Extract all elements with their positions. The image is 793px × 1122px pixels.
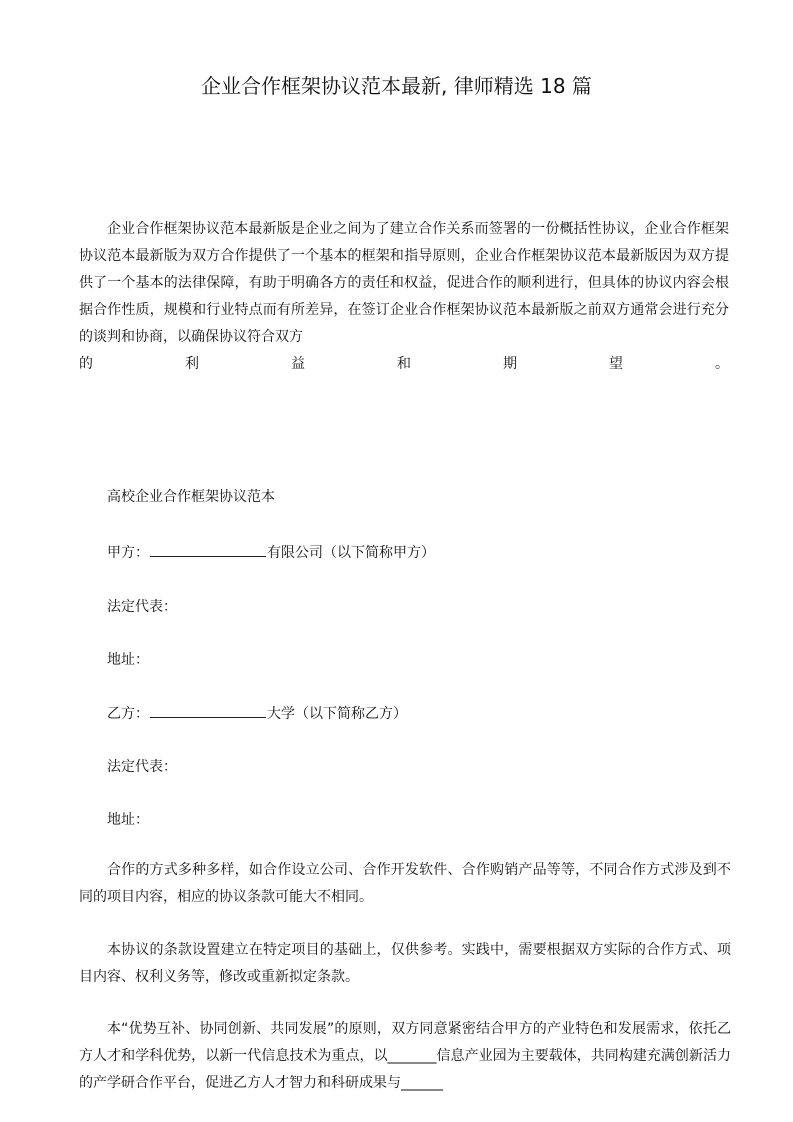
party-b-line xyxy=(107,703,407,724)
intro-last-char: 望 xyxy=(609,356,623,372)
intro-paragraph-last-line xyxy=(79,351,729,378)
party-b-representative: 法定代表： xyxy=(107,759,177,775)
party-a-label: 甲方： xyxy=(107,545,149,561)
party-a-name-blank[interactable] xyxy=(150,542,266,557)
intro-last-char: 益 xyxy=(291,356,305,372)
intro-last-char: 利 xyxy=(185,356,199,372)
party-a-representative: 法定代表： xyxy=(107,599,177,615)
intro-last-char: 和 xyxy=(397,356,411,372)
party-b-suffix: 大学（以下简称乙方） xyxy=(267,706,407,722)
body-paragraph: 本协议的条款设置建立在特定项目的基础上，仅供参考。实践中，需要根据双方实际的合作方式、项目内容、权利义务等，修改或重新拟定条款。 xyxy=(79,942,731,985)
intro-last-char: 期 xyxy=(503,356,517,372)
party-a-suffix: 有限公司（以下简称甲方） xyxy=(267,545,435,561)
intro-last-char: 的 xyxy=(79,356,93,372)
party-b-address: 地址： xyxy=(107,812,149,828)
document-title: 企业合作框架协议范本最新, 律师精选 18 篇 xyxy=(201,74,592,98)
party-b-name-blank[interactable] xyxy=(150,703,266,718)
party-b-label: 乙方： xyxy=(107,706,149,722)
party-a-line xyxy=(107,542,435,563)
intro-last-char: 。 xyxy=(715,356,729,372)
body-paragraph: 合作的方式多种多样，如合作设立公司、合作开发软件、合作购销产品等等，不同合作方式涉及到不同的项目内容，相应的协议条款可能大不相同。 xyxy=(79,862,731,905)
intro-paragraph: 企业合作框架协议范本最新版是企业之间为了建立合作关系而签署的一份概括性协议，企业合作框架协议范本最新版为双方合作提供了一个基本的框架和指导原则，企业合作框架协议范本最新版因为双方提供了一个基本的法律保障，有助于明确各方的责任和权益，促进合作的顺利进行，但具体的协议内容会根据合作性质，规模和行业特点而有所差异，在签订企业合作框架协议范本最新版之前双方通常会进行充分的谈判和协商，以确保协议符合双方 xyxy=(79,221,729,345)
body-paragraph: 本“优势互补、协同创新、共同发展”的原则，双方同意紧密结合甲方的产业特色和发展需求，依托乙方人才和学科优势，以新一代信息技术为重点，以_______信息产业园为主要载体，共同构建充满创新活力的产学研合作平台，促进乙方人才智力和科研成果与______ xyxy=(79,1021,731,1091)
section-title: 高校企业合作框架协议范本 xyxy=(107,489,275,505)
party-a-address: 地址： xyxy=(107,652,149,668)
